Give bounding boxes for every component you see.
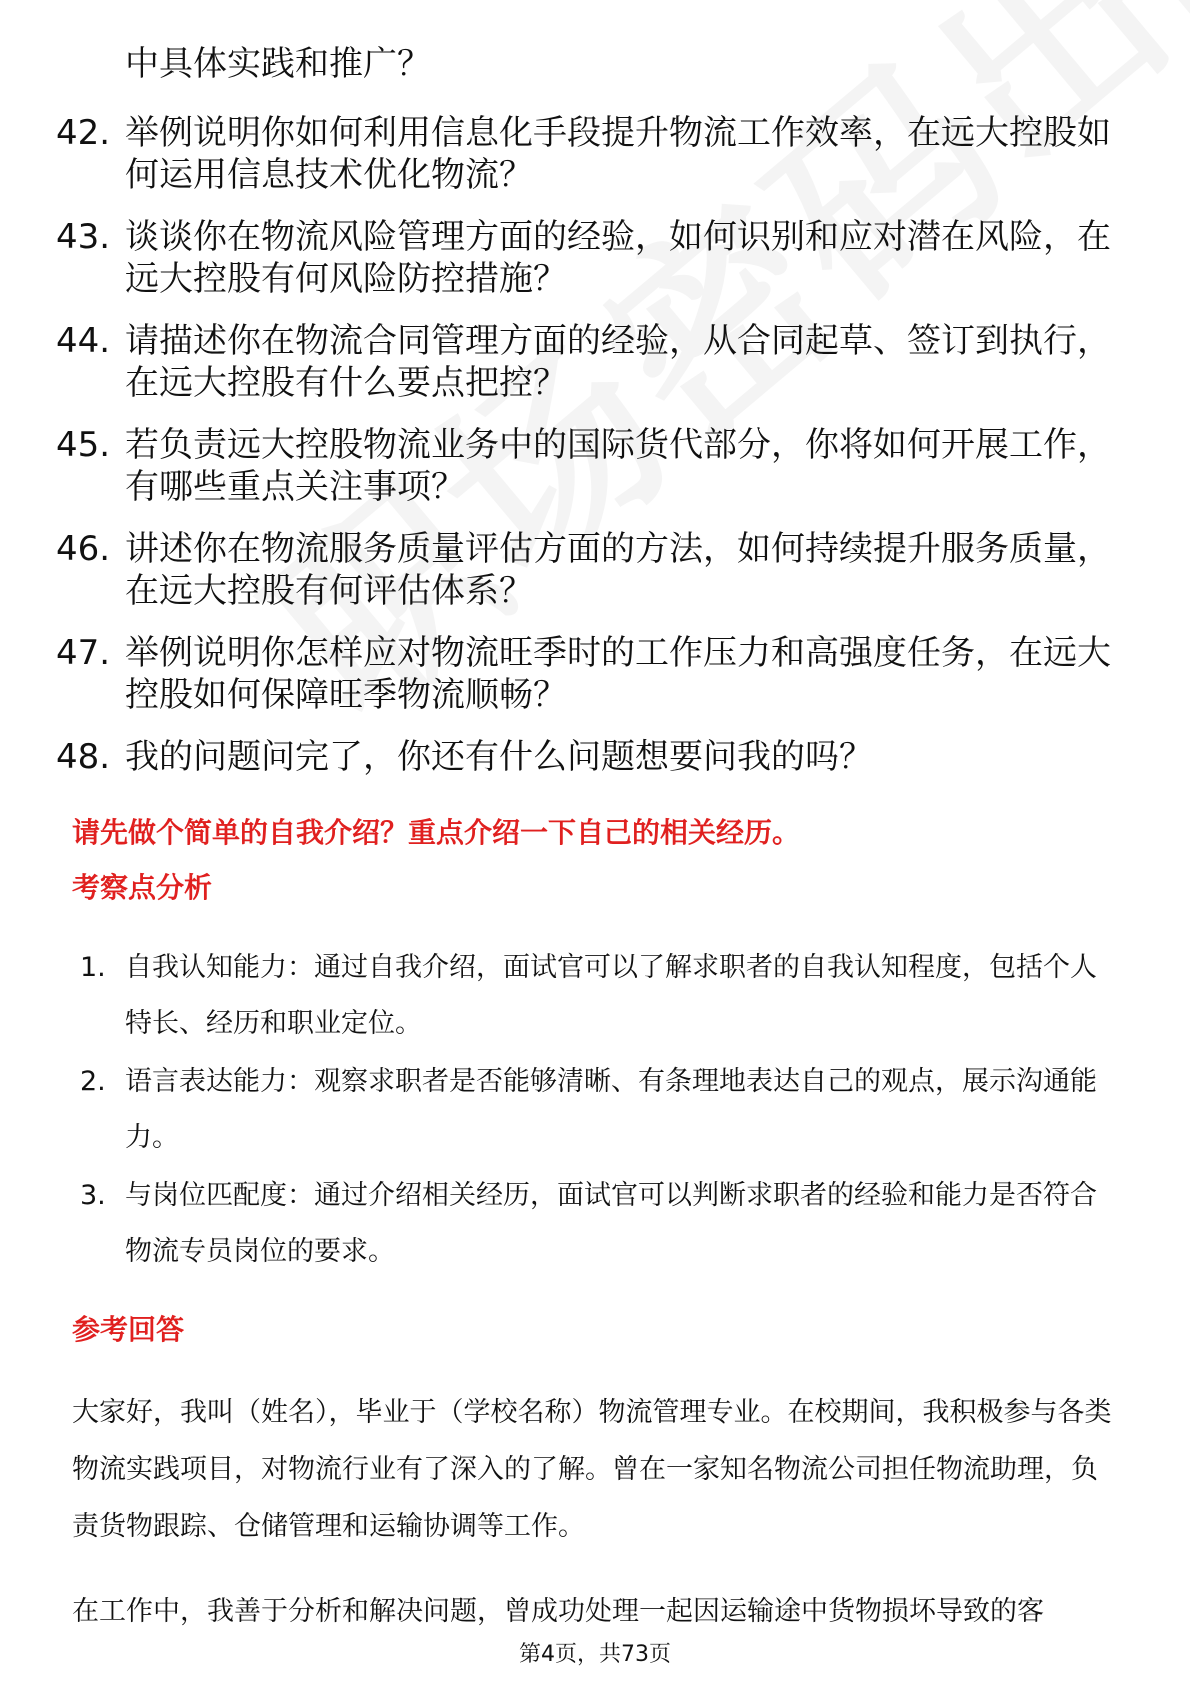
analysis-item [80, 940, 1120, 1052]
analysis-number: 3. [80, 1180, 106, 1211]
question-item [56, 320, 1136, 404]
question-number: 46. [56, 529, 111, 569]
question-item [56, 528, 1136, 612]
question-item [56, 112, 1136, 196]
analysis-heading: 考察点分析 [72, 871, 213, 904]
page-footer: 第4页，共73页 [519, 1642, 671, 1667]
question-continuation: 中具体实践和推广？ [125, 44, 431, 84]
question-number: 47. [56, 633, 111, 673]
analysis-text: 自我认知能力：通过自我介绍，面试官可以了解求职者的自我认知程度，包括个人特长、经历和职业定位。 [125, 952, 1097, 1039]
answer-paragraph: 在工作中，我善于分析和解决问题，曾成功处理一起因运输途中货物损坏导致的客 [72, 1596, 1044, 1627]
answer-paragraph: 大家好，我叫（姓名），毕业于（学校名称）物流管理专业。在校期间，我积极参与各类物流实践项目，对物流行业有了深入的了解。曾在一家知名物流公司担任物流助理，负责货物跟踪、仓储管理和运输协调等工作。 [72, 1397, 1112, 1542]
analysis-number: 1. [80, 952, 106, 983]
answer-heading: 参考回答 [72, 1313, 185, 1346]
question-text: 谈谈你在物流风险管理方面的经验，如何识别和应对潜在风险，在远大控股有何风险防控措施？ [125, 217, 1111, 299]
analysis-number: 2. [80, 1066, 106, 1097]
question-text: 讲述你在物流服务质量评估方面的方法，如何持续提升服务质量，在远大控股有何评估体系？ [125, 529, 1111, 611]
analysis-list [80, 940, 1120, 1282]
question-number: 44. [56, 321, 111, 361]
interview-question-heading: 请先做个简单的自我介绍？重点介绍一下自己的相关经历。 [72, 816, 801, 849]
question-text: 举例说明你如何利用信息化手段提升物流工作效率，在远大控股如何运用信息技术优化物流？ [125, 113, 1111, 195]
question-number: 48. [56, 737, 111, 777]
question-list [56, 112, 1136, 798]
question-text: 我的问题问完了，你还有什么问题想要问我的吗？ [125, 737, 873, 777]
question-item [56, 632, 1136, 716]
question-item [56, 216, 1136, 300]
question-text: 请描述你在物流合同管理方面的经验，从合同起草、签订到执行，在远大控股有什么要点把控？ [125, 321, 1111, 403]
question-text: 若负责远大控股物流业务中的国际货代部分，你将如何开展工作，有哪些重点关注事项？ [125, 425, 1111, 507]
question-item [56, 424, 1136, 508]
analysis-text: 语言表达能力：观察求职者是否能够清晰、有条理地表达自己的观点，展示沟通能力。 [125, 1066, 1097, 1153]
question-item [56, 736, 1136, 778]
analysis-text: 与岗位匹配度：通过介绍相关经历，面试官可以判断求职者的经验和能力是否符合物流专员岗位的要求。 [125, 1180, 1097, 1267]
question-number: 43. [56, 217, 111, 257]
question-text: 举例说明你怎样应对物流旺季时的工作压力和高强度任务，在远大控股如何保障旺季物流顺畅？ [125, 633, 1111, 715]
question-number: 45. [56, 425, 111, 465]
question-number: 42. [56, 113, 111, 153]
analysis-item [80, 1054, 1120, 1166]
analysis-item [80, 1168, 1120, 1280]
